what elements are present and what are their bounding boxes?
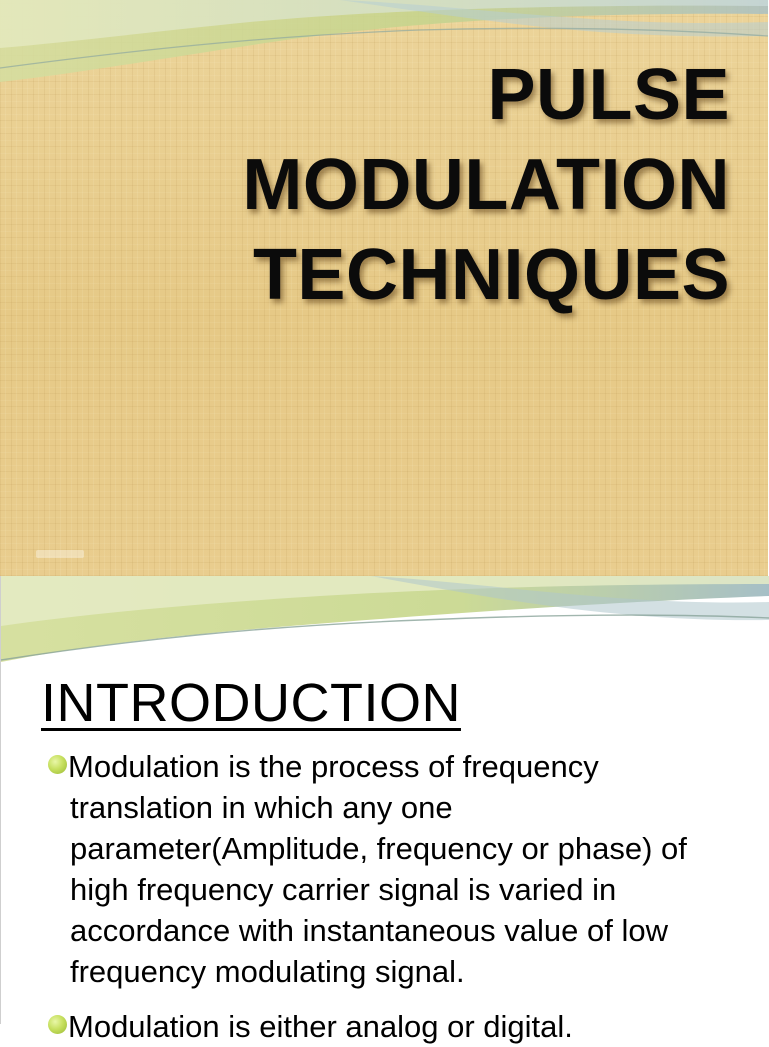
slide-footer-mark	[36, 550, 84, 558]
bullet-dot-icon	[48, 1015, 67, 1034]
bullet-dot-icon	[48, 755, 67, 774]
title-line: MODULATION	[242, 145, 730, 225]
introduction-slide	[0, 576, 768, 1044]
title-line: PULSE	[487, 55, 730, 135]
bullet-list	[1, 746, 769, 1047]
list-item	[1, 746, 769, 992]
slide-title	[242, 50, 730, 320]
bullet-text: Modulation is the process of frequency translation in which any one parameter(Amplitude, frequency or phase) of high frequency carrier signal is varied in accordance with instantaneous value of low frequency modulating signal.	[68, 749, 687, 989]
list-item	[1, 1006, 769, 1047]
decorative-swoosh	[1, 576, 769, 666]
bullet-text: Modulation is either analog or digital.	[68, 1009, 573, 1044]
slide-heading: INTRODUCTION	[41, 673, 461, 733]
title-line: TECHNIQUES	[252, 235, 730, 315]
